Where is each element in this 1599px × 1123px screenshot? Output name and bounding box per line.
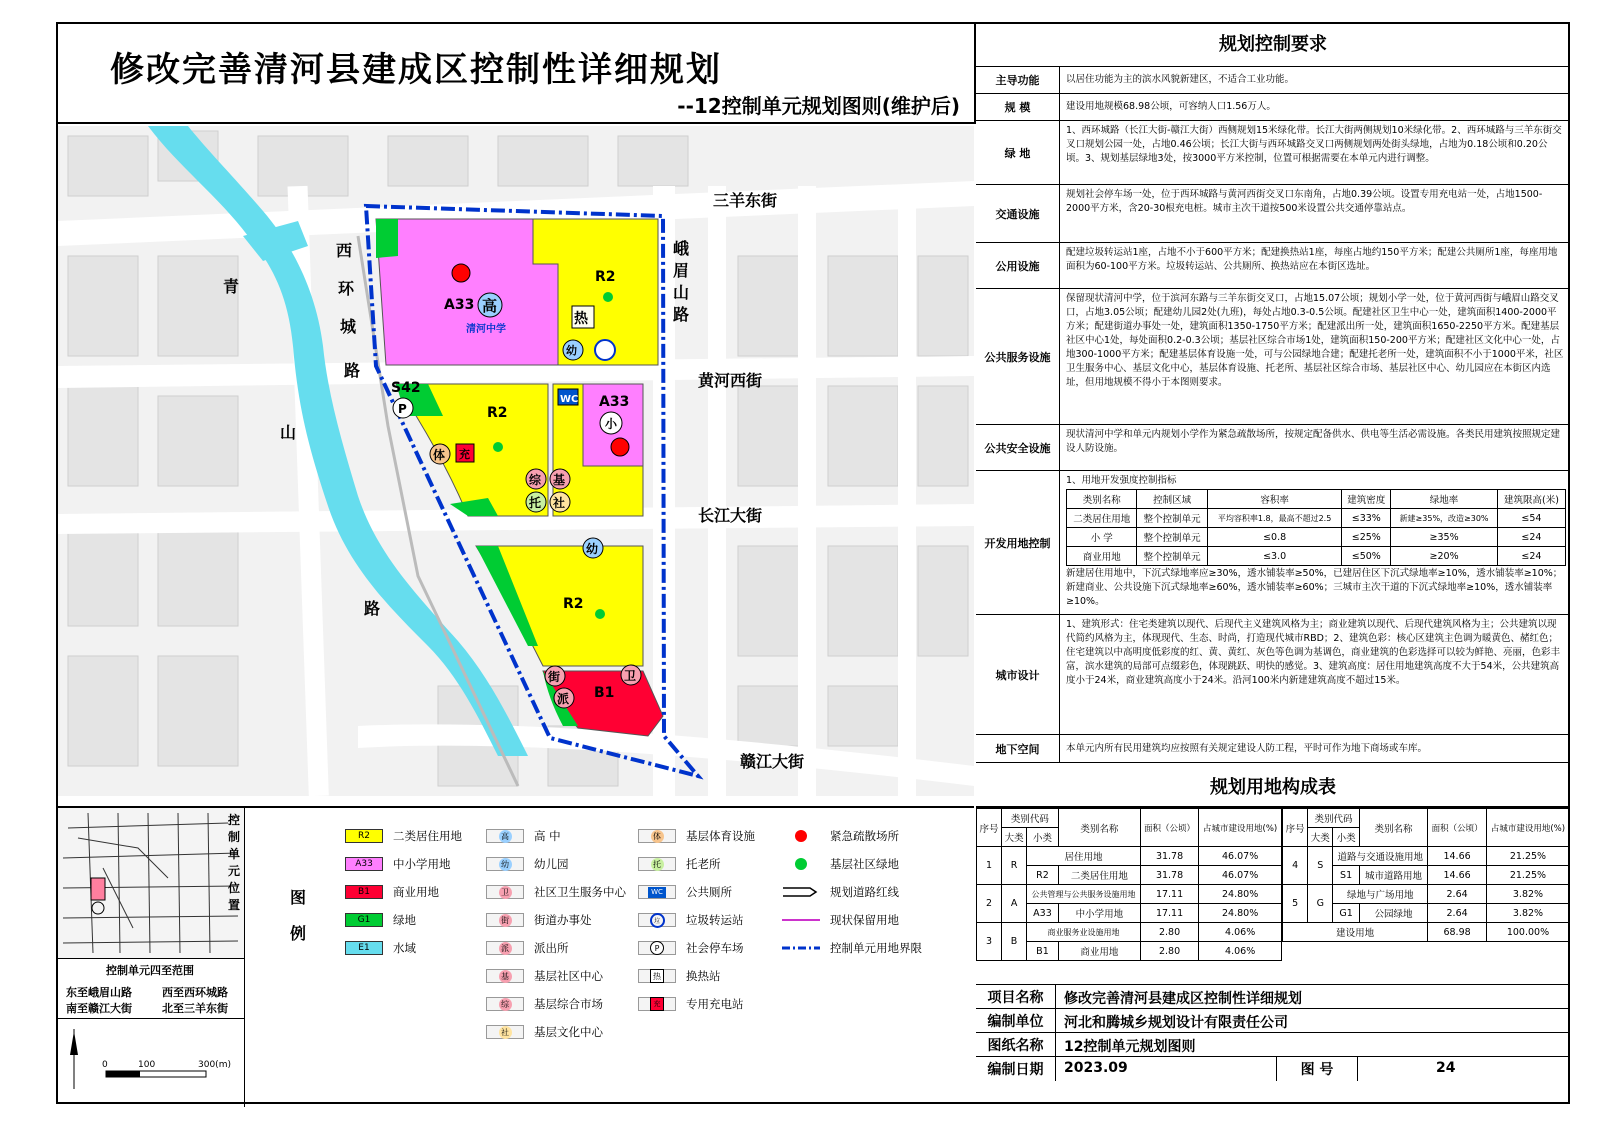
legend-item-g1: G1 绿地 bbox=[345, 912, 416, 928]
label-ji: 基 bbox=[553, 473, 566, 487]
table-row: A33 中小学用地 17.11 24.80% bbox=[977, 904, 1282, 923]
label-wc: WC bbox=[560, 394, 579, 405]
evacuation-icon bbox=[782, 829, 820, 843]
map-svg bbox=[58, 126, 974, 796]
swatch-a33: A33 bbox=[345, 857, 383, 871]
scale-svg bbox=[58, 1019, 244, 1107]
row-text-bottom: 新建居住用地中，下沉式绿地率应≥30%，透水铺装率≥50%，已建居住区下沉式绿地率≥10%，透水铺装率≥10%；新建商业、公共设施下沉式绿地率≥60%，透水铺装率≥60%；三城市主次干道的下沉式绿地率≥10%，透水铺装率≥10%。 bbox=[1066, 568, 1563, 607]
row-green bbox=[976, 120, 1570, 184]
legend-item-evacuation: 紧急疏散场所 bbox=[782, 828, 899, 844]
legend-item-toilet: WC 公共厕所 bbox=[638, 884, 732, 900]
table-row: 二类居住用地 整个控制单元 平均容积率1.8，最高不超过2.5 ≤33% 新建≥35%，改造≥30% ≤54 bbox=[1067, 509, 1566, 528]
label-s42: S42 bbox=[391, 380, 421, 396]
row-label: 公共服务设施 bbox=[976, 289, 1060, 424]
market-icon: 综 bbox=[486, 997, 524, 1011]
label-xiao: 小 bbox=[605, 417, 618, 431]
range-title: 控制单元四至范围 bbox=[106, 964, 194, 977]
range-south: 南至赣江大街 bbox=[66, 1002, 132, 1015]
parcel-green-nw bbox=[376, 219, 398, 258]
label-p: P bbox=[398, 402, 407, 416]
public-toilet-icon: WC bbox=[638, 885, 676, 899]
legend-item-a33: A33 中小学用地 bbox=[345, 856, 451, 872]
table-row: S1 城市道路用地 14.66 21.25% bbox=[1283, 866, 1570, 885]
legend-item-police: 派 派出所 bbox=[486, 940, 569, 956]
locator-svg bbox=[58, 808, 244, 958]
legend-item-high-school: 高 高 中 bbox=[486, 828, 561, 844]
legend-item-parking: P 社会停车场 bbox=[638, 940, 744, 956]
table-row: B1 商业用地 2.80 4.06% bbox=[977, 942, 1282, 961]
road-qingshan-1: 青 bbox=[223, 277, 240, 296]
legend-item-garbage: 垃 垃圾转运站 bbox=[638, 912, 744, 928]
label-r2-mid: R2 bbox=[487, 405, 508, 421]
label-wei: 卫 bbox=[624, 669, 637, 683]
swatch-b1: B1 bbox=[345, 885, 383, 899]
range-north: 北至三羊东街 bbox=[162, 1002, 228, 1015]
row-label: 开发用地控制 bbox=[976, 471, 1060, 614]
health-center-icon: 卫 bbox=[486, 885, 524, 899]
legend-item-b1: B1 商业用地 bbox=[345, 884, 439, 900]
legend-item-boundary: 控制单元用地界限 bbox=[782, 940, 922, 956]
range-west: 西至西环城路 bbox=[162, 986, 228, 999]
swatch-g1: G1 bbox=[345, 913, 383, 927]
locator-title: 控 制 单 元 位 置 bbox=[228, 813, 241, 912]
table-row: 3 B 商业服务业设施用地 2.80 4.06% bbox=[977, 923, 1282, 942]
legend-item-charging: 充 专用充电站 bbox=[638, 996, 744, 1012]
label-re: 热 bbox=[574, 311, 588, 327]
row-label: 公用设施 bbox=[976, 243, 1060, 288]
panel-header: 规划控制要求 bbox=[1219, 34, 1327, 55]
locator-unit-highlight bbox=[91, 878, 105, 900]
evacuation-site-north bbox=[452, 264, 470, 282]
row-public-service bbox=[976, 288, 1570, 424]
row-text-top: 1、用地开发强度控制指标 bbox=[1066, 475, 1177, 486]
legend-item-community-green: 基层社区绿地 bbox=[782, 856, 899, 872]
label-tuo: 托 bbox=[529, 496, 542, 510]
community-green-north bbox=[603, 292, 613, 302]
table-row: R2 二类居住用地 31.78 46.07% bbox=[977, 866, 1282, 885]
community-center-icon: 基 bbox=[486, 969, 524, 983]
info-value: 修改完善清河县建成区控制性详细规划 bbox=[1064, 991, 1302, 1007]
scale-100: 100 bbox=[138, 1060, 156, 1070]
land-table-left: 序号 类别代码 类别名称 面积（公顷） 占城市建设用地(%) 大类 小类 1 R 居住用地 31.78 46.07% R2 二类居住用地 31.78 46.07% 2 A 公共管理与公共服务设施用地 17.11 24.80% A33 中小学用地 17.11 24.80% 3 B 商业服务业设施用地 2.80 4.06% B1 商业用地 2.80 4.06% bbox=[976, 808, 1282, 961]
info-key: 项目名称 bbox=[976, 985, 1056, 1008]
row-label: 地下空间 bbox=[976, 735, 1060, 762]
table-row: 5 G 绿地与广场用地 2.64 3.82% bbox=[1283, 885, 1570, 904]
table-row: 商业用地 整个控制单元 ≤3.0 ≤50% ≥20% ≤24 bbox=[1067, 547, 1566, 566]
swatch-e1: E1 bbox=[345, 941, 383, 955]
parcel-a33-north bbox=[376, 219, 558, 365]
legend-item-e1: E1 水域 bbox=[345, 940, 416, 956]
legend-area bbox=[58, 806, 974, 1104]
road-emei-2: 眉 bbox=[673, 261, 690, 280]
row-text: 1、建筑形式：住宅类建筑以现代、后现代主义建筑风格为主；商业建筑以现代、后现代建筑风格为主；公共建筑以现代简约风格为主，体现现代、生态、时尚，打造现代城市RBD；2、建筑色彩：核心区建筑主色调为暖黄色、赭红色；住宅建筑以中高明度低彩度的红、黄、黄红、灰色等色调为基调色，商业建筑的色彩选择可以较为鲜艳、亮丽，色彩丰富，滨水建筑的局部可点缀彩色，体现跳跃、明快的感觉。3、建筑高度：居住用地建筑高度不大于54米，公共建筑高度小于24米，商业建筑高度小于24米。沿河100米内新建建筑高度不超过15米。 bbox=[1066, 619, 1561, 686]
retained-land-icon bbox=[782, 913, 820, 927]
legend-item-subdistrict: 街 街道办事处 bbox=[486, 912, 592, 928]
row-label: 公共安全设施 bbox=[976, 425, 1060, 470]
legend-item-sports: 体 基层体育设施 bbox=[638, 828, 755, 844]
community-green-south bbox=[595, 609, 605, 619]
land-table-title: 规划用地构成表 bbox=[1210, 777, 1336, 798]
info-value: 河北和腾城乡规划设计有限责任公司 bbox=[1064, 1015, 1288, 1031]
legend-item-retained: 现状保留用地 bbox=[782, 912, 899, 928]
info-row-unit bbox=[976, 1008, 1570, 1032]
legend-item-community: 基 基层社区中心 bbox=[486, 968, 603, 984]
legend-item-elderly: 托 托老所 bbox=[638, 856, 721, 872]
table-row: 小 学 整个控制单元 ≤0.8 ≤25% ≥35% ≤24 bbox=[1067, 528, 1566, 547]
drawing-subtitle: --12控制单元规划图则(维护后) bbox=[677, 94, 960, 118]
legend-item-market: 综 基层综合市场 bbox=[486, 996, 603, 1012]
scale-0: 0 bbox=[102, 1060, 108, 1070]
range-box bbox=[58, 958, 245, 1018]
row-text: 规划社会停车场一处，位于西环城路与黄河西街交叉口东南角，占地0.39公顷。设置专用充电站一处，占地1500-2000平方米，含20-30根充电桩。城市主次干道按500米设置公共交通停靠站点。 bbox=[1066, 189, 1543, 214]
row-label: 规 模 bbox=[976, 94, 1060, 120]
label-zong: 综 bbox=[529, 473, 542, 487]
info-value: 2023.09 bbox=[1064, 1060, 1128, 1076]
row-text: 建设用地规模68.98公顷，可容纳人口1.56万人。 bbox=[1066, 101, 1276, 112]
high-school-icon: 高 bbox=[486, 829, 524, 843]
road-emei-1: 峨 bbox=[673, 239, 690, 258]
road-huanghe: 黄河西街 bbox=[698, 371, 763, 390]
info-row-project bbox=[976, 984, 1570, 1008]
legend-item-heat: 热 换热站 bbox=[638, 968, 721, 984]
garbage-station-icon: 垃 bbox=[638, 913, 676, 927]
label-r2-south: R2 bbox=[563, 596, 584, 612]
dev-control-table: 类别名称 控制区域 容积率 建筑密度 绿地率 建筑限高(米) 二类居住用地 整个控制单元 平均容积率1.8，最高不超过2.5 ≤33% 新建≥35%，改造≥30% ≤54 小 学 整个控制单元 ≤0.8 ≤25% ≥35% ≤24 商业用地 整个控制单元 ≤3.0 ≤50% ≥20% ≤24 bbox=[1066, 489, 1566, 566]
road-changjiang: 长江大街 bbox=[698, 506, 763, 525]
planning-map bbox=[58, 126, 974, 796]
heat-station-icon: 热 bbox=[638, 969, 676, 983]
legend-item-health: 卫 社区卫生服务中心 bbox=[486, 884, 626, 900]
road-sanyang: 三羊东街 bbox=[713, 191, 778, 210]
road-xihuan-1: 西 bbox=[336, 241, 353, 260]
row-utility bbox=[976, 242, 1570, 288]
swatch-r2: R2 bbox=[345, 829, 383, 843]
parking-icon: P bbox=[638, 941, 676, 955]
label-r2-ne: R2 bbox=[595, 269, 616, 285]
info-row-date bbox=[976, 1056, 1570, 1104]
subdistrict-office-icon: 街 bbox=[486, 913, 524, 927]
locator-map bbox=[58, 808, 245, 959]
row-safety bbox=[976, 424, 1570, 470]
label-gao: 高 bbox=[482, 297, 498, 315]
label-she: 社 bbox=[553, 496, 566, 510]
charging-station-icon: 充 bbox=[638, 997, 676, 1011]
road-emei-3: 山 bbox=[673, 283, 690, 302]
road-qingshan-2: 山 bbox=[280, 423, 297, 442]
row-text: 1、西环城路（长江大街-赣江大街）西侧规划15米绿化带。长江大街两侧规划10米绿化带。2、西环城路与三羊东街交叉口规划公园一处，占地0.46公顷；长江大街与西环城路交叉口两侧规划两处街头绿地，占地为0.18公顷和0.20公顷。3、规划基层绿地3处，按3000平方米控制，位置可根据需要在本单元内进行调整。 bbox=[1066, 125, 1562, 164]
row-urban-design bbox=[976, 614, 1570, 734]
boundary-line-icon bbox=[782, 941, 820, 955]
road-ganjiang: 赣江大街 bbox=[740, 752, 805, 771]
info-value: 12控制单元规划图则 bbox=[1064, 1039, 1196, 1055]
label-you2: 幼 bbox=[586, 542, 599, 556]
row-scale bbox=[976, 93, 1570, 120]
label-chong: 充 bbox=[459, 448, 470, 461]
drawing-no-value: 24 bbox=[1436, 1060, 1456, 1076]
row-function bbox=[976, 66, 1570, 93]
land-table-title-row bbox=[976, 762, 1570, 806]
legend-item-road-redline: 规划道路红线 bbox=[782, 884, 899, 900]
label-a33-north: A33 bbox=[444, 297, 475, 313]
scale-box bbox=[58, 1018, 245, 1107]
row-label: 主导功能 bbox=[976, 67, 1060, 93]
land-use-table bbox=[976, 806, 1570, 984]
drawing-no-key: 图 号 bbox=[1276, 1057, 1358, 1081]
road-qingshan-3: 路 bbox=[364, 599, 381, 618]
label-jie: 街 bbox=[548, 670, 561, 684]
row-text: 以居住功能为主的滨水风貌新建区，不适合工业功能。 bbox=[1066, 74, 1295, 85]
community-green-mid bbox=[493, 442, 503, 452]
legend-item-r2: R2 二类居住用地 bbox=[345, 828, 462, 844]
elderly-care-icon: 托 bbox=[638, 857, 676, 871]
row-underground bbox=[976, 734, 1570, 762]
control-requirements-panel bbox=[976, 22, 1570, 806]
scale-300: 300(m) bbox=[198, 1060, 231, 1070]
community-green-icon bbox=[782, 857, 820, 871]
legend-title: 图 例 bbox=[290, 888, 307, 943]
table-row: 建设用地 68.98 100.00% bbox=[1283, 923, 1570, 942]
table-row: 4 S 道路与交通设施用地 14.66 21.25% bbox=[1283, 847, 1570, 866]
road-xihuan-2: 环 bbox=[338, 279, 355, 298]
culture-center-icon: 社 bbox=[486, 1025, 524, 1039]
label-b1: B1 bbox=[594, 685, 615, 701]
info-key: 图纸名称 bbox=[976, 1033, 1056, 1056]
row-development bbox=[976, 470, 1570, 614]
info-key: 编制单位 bbox=[976, 1009, 1056, 1032]
garbage-station-icon bbox=[595, 340, 615, 360]
info-key: 编制日期 bbox=[976, 1057, 1056, 1081]
row-text: 现状清河中学和单元内规划小学作为紧急疏散场所，按规定配备供水、供电等生活必需设施。各类民用建筑按照规定建设人防设施。 bbox=[1066, 429, 1561, 454]
table-row: G1 公园绿地 2.64 3.82% bbox=[1283, 904, 1570, 923]
label-you: 幼 bbox=[566, 344, 577, 357]
legend-item-kindergarten: 幼 幼儿园 bbox=[486, 856, 569, 872]
row-text: 配建垃圾转运站1座，占地不小于600平方米；配建换热站1座，每座占地约150平方米；配建公共厕所1座，每座用地面积为60-100平方米。垃圾转运站、公共厕所、换热站应在本街区选址。 bbox=[1066, 247, 1558, 272]
road-emei-4: 路 bbox=[673, 305, 690, 324]
info-block bbox=[976, 984, 1570, 1104]
road-xihuan-3: 城 bbox=[340, 317, 357, 336]
row-text: 保留现状清河中学，位于滨河东路与三羊东街交叉口，占地15.07公顷；规划小学一处，位于黄河西街与峨眉山路交叉口，占地3.05公顷；配建幼儿园2处(九班)，每处占地0.3-0.5公顷。配建社区卫生中心一处，建筑面积1400-2000平方米；配建街道办事处一处，建筑面积1350-1750平方米；配建派出所一处，建筑面积1650-2250平方米。配建基层社区中心1处，每处面积0.2-0.3公顷；基层社区综合市场1处，建筑面积150-200平方米；配建社区文化中心一处，占地300-1000平方米；配建基层体育设施一处，可与公园绿地合建；配建托老所一处，建筑面积不小于1000平米，社区卫生服务中心、基层文化中心，基层体育设施、托老所、基层社区综合市场、基层社区中心、幼儿园应在本街区内选址，但用地规模不得小于本图则要求。 bbox=[1066, 293, 1564, 388]
road-redline-icon bbox=[782, 885, 820, 899]
row-label: 交通设施 bbox=[976, 185, 1060, 242]
info-row-drawing bbox=[976, 1032, 1570, 1056]
label-pai: 派 bbox=[557, 692, 570, 706]
title-block bbox=[56, 22, 976, 124]
police-station-icon: 派 bbox=[486, 941, 524, 955]
kindergarten-icon: 幼 bbox=[486, 857, 524, 871]
land-table-right: 序号 类别代码 类别名称 面积（公顷） 占城市建设用地(%) 大类 小类 4 S 道路与交通设施用地 14.66 21.25% S1 城市道路用地 14.66 21.25% 5 G 绿地与广场用地 2.64 3.82% G1 公园绿地 2.64 3.82% 建设用地 68.98 100.00% bbox=[1282, 808, 1570, 942]
legend-item-culture: 社 基层文化中心 bbox=[486, 1024, 603, 1040]
road-xihuan-4: 路 bbox=[344, 361, 361, 380]
sports-facility-icon: 体 bbox=[638, 829, 676, 843]
table-row: 1 R 居住用地 31.78 46.07% bbox=[977, 847, 1282, 866]
evacuation-site-mid bbox=[611, 438, 629, 456]
table-row: 2 A 公共管理与公共服务设施用地 17.11 24.80% bbox=[977, 885, 1282, 904]
row-label: 城市设计 bbox=[976, 615, 1060, 734]
drawing-title: 修改完善清河县建成区控制性详细规划 bbox=[110, 50, 722, 90]
row-text: 本单元内所有民用建筑均应按照有关规定建设人防工程，平时可作为地下商场或车库。 bbox=[1066, 743, 1428, 754]
range-east: 东至峨眉山路 bbox=[66, 986, 132, 999]
label-school: 清河中学 bbox=[466, 324, 506, 335]
label-a33-mid: A33 bbox=[599, 394, 630, 410]
label-ti: 体 bbox=[433, 448, 446, 462]
row-label: 绿 地 bbox=[976, 121, 1060, 184]
row-traffic bbox=[976, 184, 1570, 242]
